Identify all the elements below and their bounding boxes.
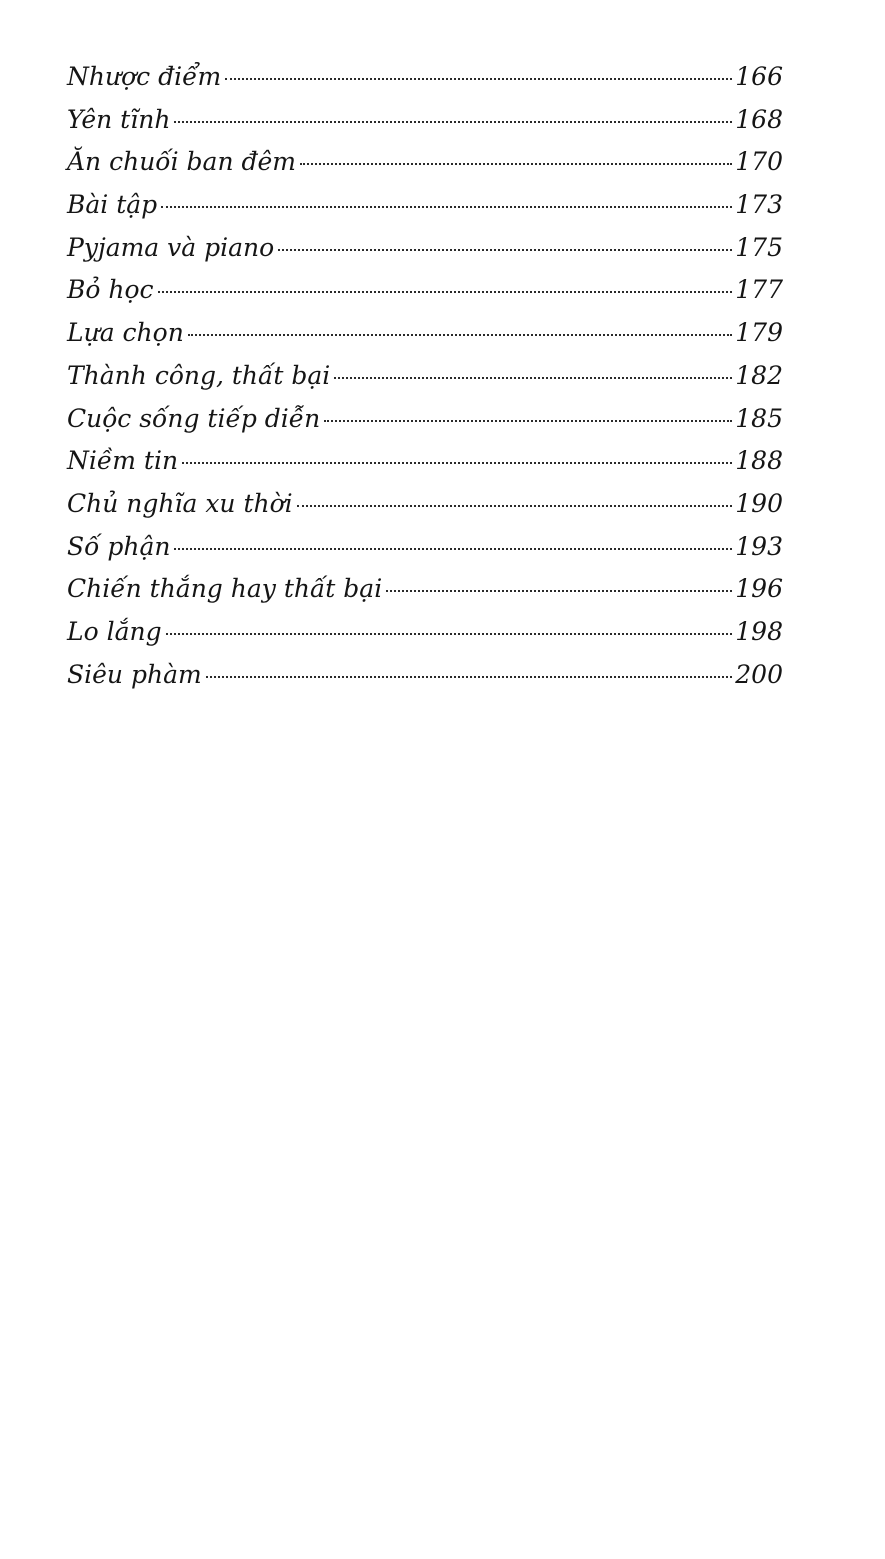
dot-leader — [324, 420, 732, 422]
dot-leader — [161, 206, 732, 208]
dot-leader — [278, 249, 732, 251]
toc-entry — [67, 233, 783, 276]
toc-entry-title: Pyjama và piano — [67, 232, 275, 262]
dot-leader — [188, 334, 732, 336]
toc-entry-page-number: 193 — [735, 531, 783, 561]
toc-entry — [67, 318, 783, 361]
toc-entry-title: Yên tĩnh — [67, 104, 171, 134]
toc-entry — [67, 62, 783, 105]
toc-entry — [67, 361, 783, 404]
dot-leader — [334, 377, 732, 379]
toc-entry-title: Lựa chọn — [67, 318, 184, 348]
toc-entry-title: Nhược điểm — [67, 62, 222, 91]
toc-entry-page-number: 173 — [735, 190, 783, 220]
toc-entry-page-number: 188 — [735, 446, 783, 476]
toc-entry-page-number: 179 — [735, 318, 783, 348]
dot-leader — [174, 121, 732, 123]
toc-entry — [67, 275, 783, 318]
toc-entry-page-number: 166 — [735, 62, 783, 91]
dot-leader — [225, 78, 732, 80]
toc-entry-title: Chiến thắng hay thất bại — [67, 574, 383, 604]
toc-entry-page-number: 168 — [735, 104, 783, 134]
toc-entry-title: Bài tập — [67, 190, 158, 220]
toc-entry — [67, 446, 783, 489]
toc-entry-title: Ăn chuối ban đêm — [67, 147, 297, 177]
toc-entry — [67, 617, 783, 660]
toc-entry-page-number: 200 — [735, 659, 783, 689]
toc-entry-title: Thành công, thất bại — [67, 360, 331, 390]
dot-leader — [297, 505, 733, 507]
dot-leader — [182, 462, 732, 464]
dot-leader — [206, 676, 733, 678]
dot-leader — [158, 291, 733, 293]
toc-entry-title: Lo lắng — [67, 616, 162, 646]
toc-entry-page-number: 175 — [735, 232, 783, 262]
toc-entry-page-number: 198 — [735, 616, 783, 646]
toc-entry — [67, 489, 783, 532]
toc-entry-page-number: 196 — [735, 574, 783, 604]
toc-entry — [67, 574, 783, 617]
toc-entry — [67, 147, 783, 190]
dot-leader — [166, 633, 733, 635]
toc-entry-page-number: 170 — [735, 147, 783, 177]
toc-entry-page-number: 185 — [735, 403, 783, 433]
toc-entry-title: Bỏ học — [67, 275, 154, 305]
toc-entry — [67, 105, 783, 148]
toc-entry-title: Siêu phàm — [67, 659, 202, 689]
toc-entry-title: Cuộc sống tiếp diễn — [67, 403, 321, 433]
dot-leader — [300, 163, 732, 165]
toc-entry — [67, 404, 783, 447]
toc-entry — [67, 532, 783, 575]
table-of-contents — [67, 62, 783, 702]
toc-entry-title: Chủ nghĩa xu thời — [67, 488, 293, 518]
toc-entry — [67, 190, 783, 233]
dot-leader — [174, 548, 732, 550]
toc-entry-title: Số phận — [67, 531, 171, 561]
toc-entry-page-number: 190 — [735, 488, 783, 518]
toc-entry-title: Niềm tin — [67, 446, 179, 476]
toc-entry-page-number: 182 — [735, 360, 783, 390]
toc-entry-page-number: 177 — [735, 275, 783, 305]
dot-leader — [386, 590, 732, 592]
toc-entry — [67, 660, 783, 703]
